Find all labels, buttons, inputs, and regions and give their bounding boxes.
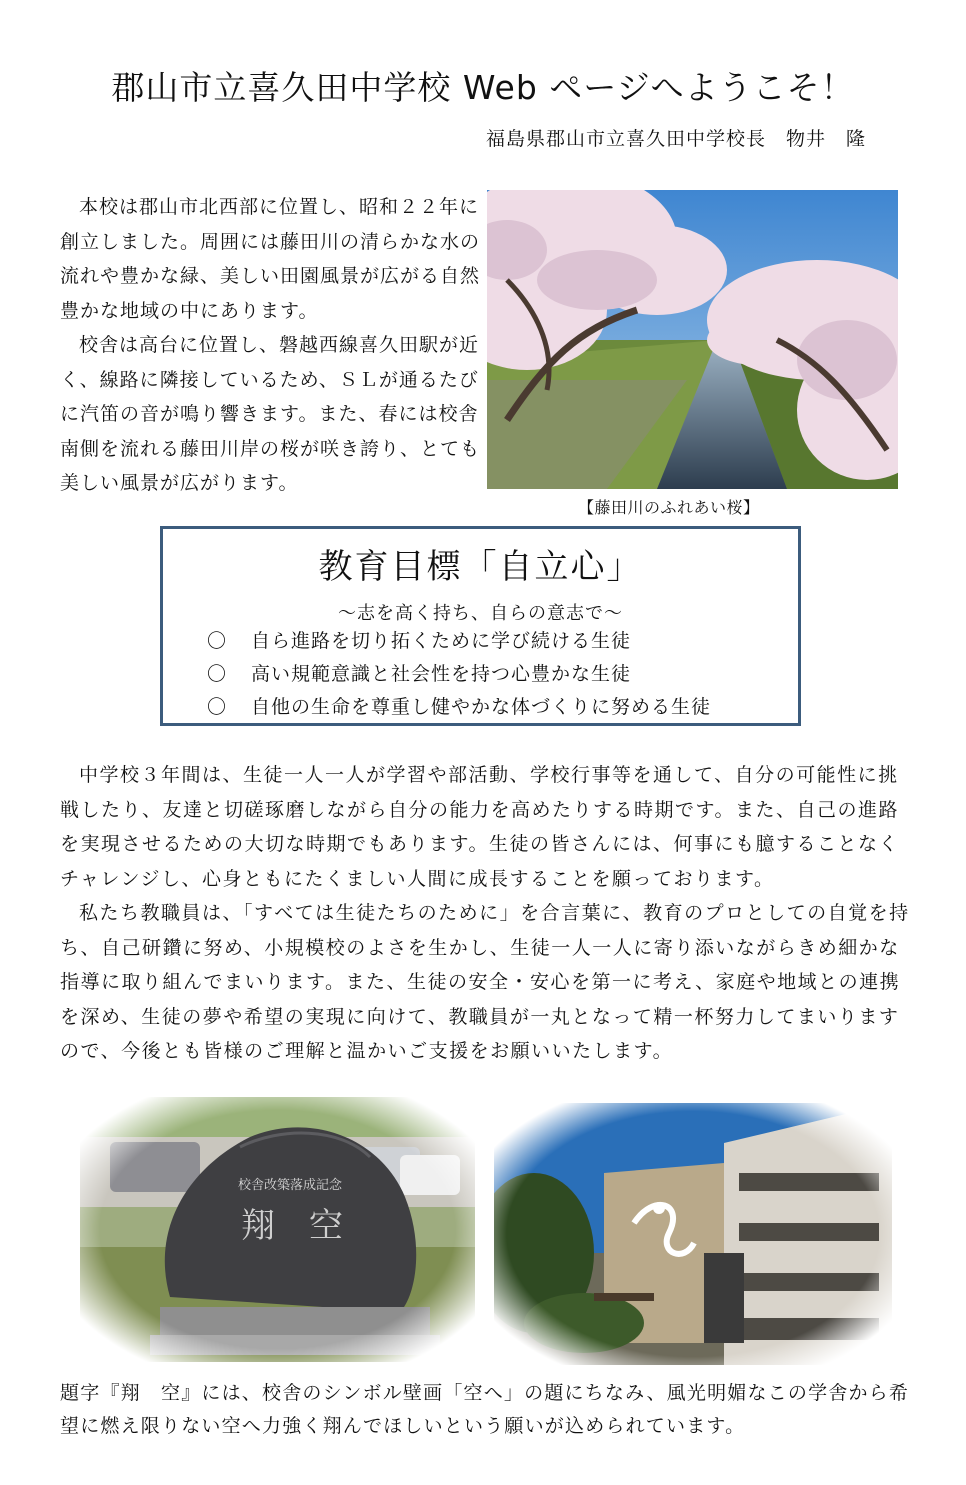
list-item: 〇 自他の生命を尊重し健やかな体づくりに努める生徒 <box>207 691 711 724</box>
photo-caption: 【藤田川のふれあい桜】 <box>578 498 760 517</box>
list-item: 〇 自ら進路を切り拓くために学び続ける生徒 <box>207 625 711 658</box>
intro-text <box>60 190 480 501</box>
intro-paragraph: 校舎は高台に位置し、磐越西線喜久田駅が近く、線路に隣接しているため、ＳＬが通るたびに汽笛の音が鳴り響きます。また、春には校舎南側を流れる藤田川岸の桜が咲き誇り、とても美しい風景が広がります。 <box>60 334 481 494</box>
principal-name: 福島県郡山市立喜久田中学校長 物井 隆 <box>485 128 866 150</box>
list-item: 〇 高い規範意識と社会性を持つ心豊かな生徒 <box>207 658 711 691</box>
circle-bullet: 〇 <box>207 663 228 685</box>
sakura-river-photo <box>487 190 898 489</box>
page-title: 郡山市立喜久田中学校 Web ページへようこそ！ <box>111 68 855 107</box>
monument-stone-photo <box>80 1097 475 1362</box>
message-paragraph: 私たち教職員は、「すべては生徒たちのために」を合言葉に、教育のプロとしての自覚を持ち、自己研鑽に努め、小規模校のよさを生かし、生徒一人一人に寄り添いながらきめ細かな指導に取り組んでまいります。また、生徒の安全・安心を第一に考え、家庭や地域との連携を深め、生徒の夢や希望の実現に向けて、教職員が一丸となって精一杯努力してまいりますので、今後とも皆様のご理解と温かいご支援をお願いいたします。 <box>60 902 910 1062</box>
school-building-photo <box>494 1103 892 1365</box>
intro-paragraph: 本校は郡山市北西部に位置し、昭和２２年に創立しました。周囲には藤田川の清らかな水の流れや豊かな緑、美しい田園風景が広がる自然豊かな地域の中にあります。 <box>60 196 481 322</box>
education-goal-box <box>160 526 801 726</box>
circle-bullet: 〇 <box>207 630 228 652</box>
closing-text: 題字『翔 空』には、校舎のシンボル壁画「空へ」の題にちなみ、風光明媚なこの学舎から希望に燃え限りない空へ力強く翔んでほしいという願いが込められています。 <box>60 1382 910 1437</box>
message-text <box>60 758 910 1069</box>
goal-heading: 教育目標「自立心」 <box>318 547 643 587</box>
goal-list <box>207 625 711 724</box>
goal-subtitle: ～志を高く持ち、自らの意志で～ <box>338 603 623 624</box>
circle-bullet: 〇 <box>207 696 228 718</box>
message-paragraph: 中学校３年間は、生徒一人一人が学習や部活動、学校行事等を通して、自分の可能性に挑戦したり、友達と切磋琢磨しながら自分の能力を高めたりする時期です。また、自己の進路を実現させるための大切な時期でもあります。生徒の皆さんには、何事にも臆することなくチャレンジし、心身ともにたくましい人間に成長することを願っております。 <box>60 764 899 890</box>
